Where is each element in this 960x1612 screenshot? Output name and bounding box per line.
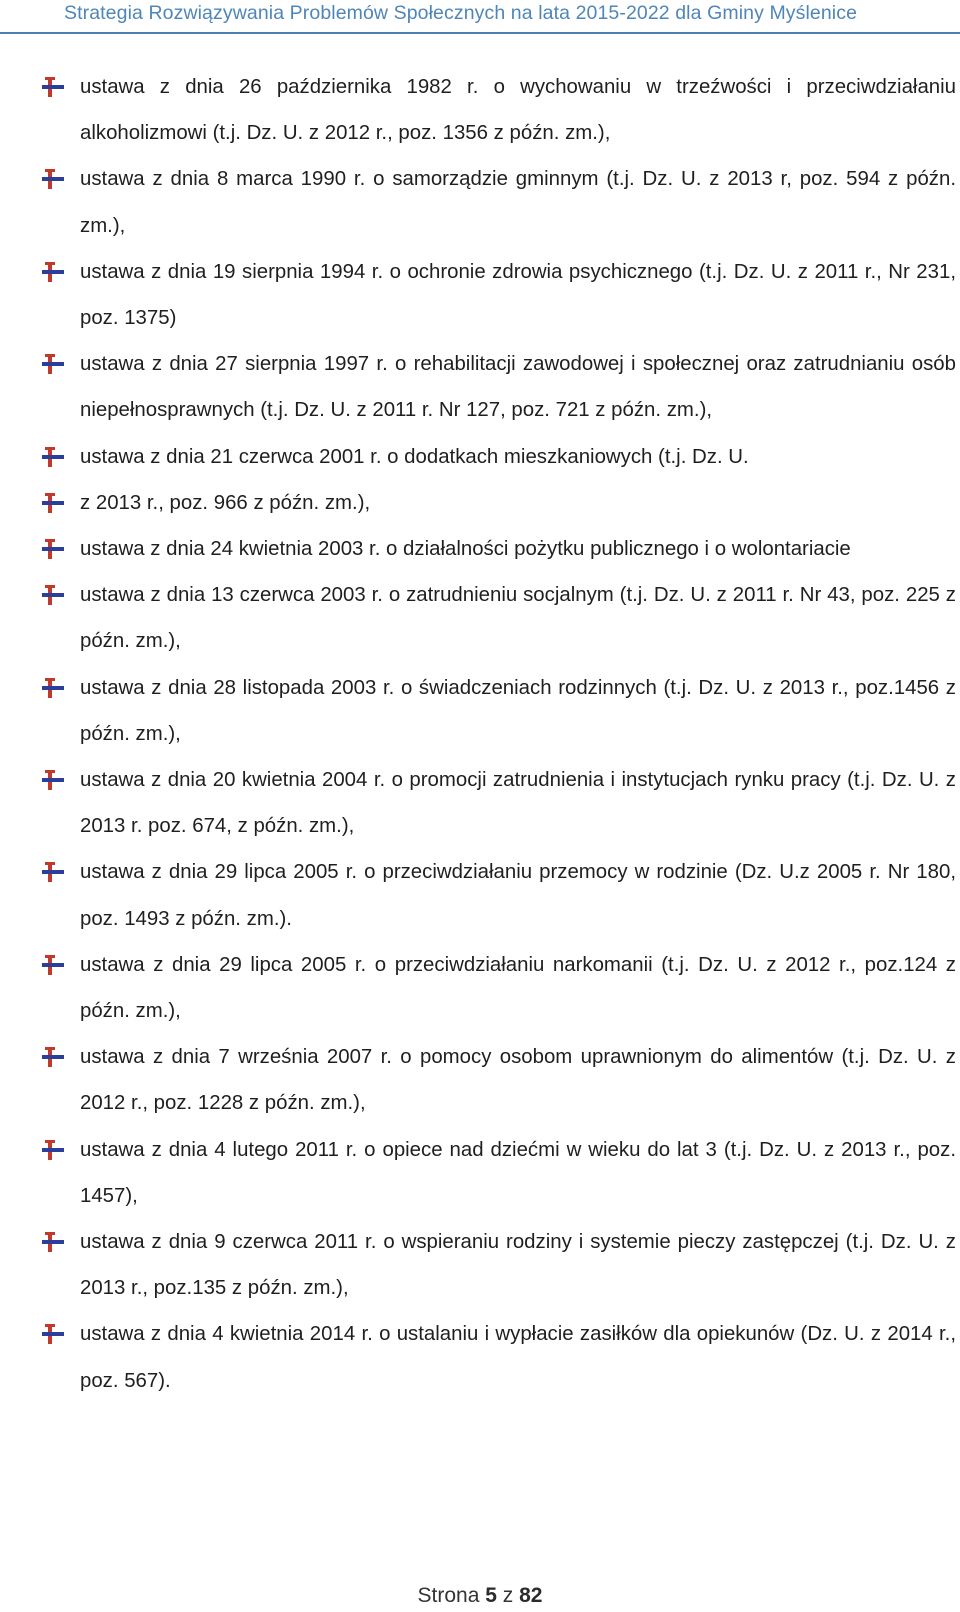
- cross-bullet-icon: [42, 262, 64, 282]
- cross-bullet-icon: [42, 1140, 64, 1160]
- list-item-text: ustawa z dnia 9 czerwca 2011 r. o wspieraniu rodziny i systemie pieczy zastępczej (t.j. Dz. U. z 2013 r., poz.135 z późn. zm.),: [80, 1231, 956, 1300]
- list-item-text: ustawa z dnia 28 listopada 2003 r. o świadczeniach rodzinnych (t.j. Dz. U. z 2013 r., poz.1456 z późn. zm.),: [80, 676, 956, 745]
- list-item: [40, 249, 956, 341]
- list-item: [40, 1219, 956, 1311]
- cross-bullet-icon: [42, 1232, 64, 1252]
- cross-bullet-icon: [42, 1324, 64, 1344]
- list-item-text: ustawa z dnia 21 czerwca 2001 r. o dodatkach mieszkaniowych (t.j. Dz. U.: [80, 445, 749, 468]
- cross-bullet-icon: [42, 493, 64, 513]
- cross-bullet-icon: [42, 169, 64, 189]
- list-item: [40, 526, 956, 572]
- cross-bullet-icon: [42, 862, 64, 882]
- list-item: [40, 1311, 956, 1403]
- cross-bullet-icon: [42, 1047, 64, 1067]
- cross-bullet-icon: [42, 585, 64, 605]
- cross-bullet-icon: [42, 955, 64, 975]
- cross-bullet-icon: [42, 447, 64, 467]
- list-item: [40, 341, 956, 433]
- list-item-text: ustawa z dnia 8 marca 1990 r. o samorządzie gminnym (t.j. Dz. U. z 2013 r, poz. 594 z późn. zm.),: [80, 168, 956, 237]
- list-item-text: ustawa z dnia 29 lipca 2005 r. o przeciwdziałaniu przemocy w rodzinie (Dz. U.z 2005 r. Nr 180, poz. 1493 z późn. zm.).: [80, 861, 956, 930]
- footer-label: Strona: [417, 1584, 480, 1607]
- footer-total-pages: 82: [519, 1584, 543, 1607]
- cross-bullet-icon: [42, 539, 64, 559]
- list-item-text: ustawa z dnia 20 kwietnia 2004 r. o promocji zatrudnienia i instytucjach rynku pracy (t.j. Dz. U. z 2013 r. poz. 674, z późn. zm.),: [80, 769, 956, 838]
- page-footer: [0, 1584, 960, 1608]
- list-item-text: ustawa z dnia 7 września 2007 r. o pomocy osobom uprawnionym do alimentów (t.j. Dz. U. z 2012 r., poz. 1228 z późn. zm.),: [80, 1046, 956, 1115]
- list-item: [40, 942, 956, 1034]
- list-item-text: ustawa z dnia 4 kwietnia 2014 r. o ustalaniu i wypłacie zasiłków dla opiekunów (Dz. U. z 2014 r., poz. 567).: [80, 1323, 956, 1392]
- list-item-text: ustawa z dnia 19 sierpnia 1994 r. o ochronie zdrowia psychicznego (t.j. Dz. U. z 2011 r., Nr 231, poz. 1375): [80, 260, 956, 330]
- header-title: Strategia Rozwiązywania Problemów Społecznych na lata 2015-2022 dla Gminy Myślenice: [64, 2, 858, 24]
- list-item: [40, 849, 956, 941]
- list-item-text: ustawa z dnia 4 lutego 2011 r. o opiece nad dziećmi w wieku do lat 3 (t.j. Dz. U. z 2013 r., poz. 1457),: [80, 1138, 956, 1207]
- cross-bullet-icon: [42, 678, 64, 698]
- list-item: [40, 480, 956, 526]
- page-header: [0, 0, 960, 34]
- list-item: [40, 665, 956, 757]
- list-item: [40, 1034, 956, 1126]
- list-item: [40, 1127, 956, 1219]
- list-item: [40, 757, 956, 849]
- list-item-text: ustawa z dnia 27 sierpnia 1997 r. o rehabilitacji zawodowej i społecznej oraz zatrudnianiu osób niepełnosprawnych (t.j. Dz. U. z 2011 r. Nr 127, poz. 721 z późn. zm.),: [80, 353, 956, 422]
- cross-bullet-icon: [42, 354, 64, 374]
- list-item-text: z 2013 r., poz. 966 z późn. zm.),: [80, 491, 371, 514]
- cross-bullet-icon: [42, 770, 64, 790]
- list-item-text: ustawa z dnia 29 lipca 2005 r. o przeciwdziałaniu narkomanii (t.j. Dz. U. z 2012 r., poz.124 z późn. zm.),: [80, 953, 956, 1023]
- footer-separator: z: [502, 1584, 514, 1607]
- list-item: [40, 572, 956, 664]
- list-item: [40, 64, 956, 156]
- list-item-text: ustawa z dnia 13 czerwca 2003 r. o zatrudnieniu socjalnym (t.j. Dz. U. z 2011 r. Nr 43, poz. 225 z późn. zm.),: [80, 584, 956, 653]
- list-item: [40, 434, 956, 480]
- list-item: [40, 156, 956, 248]
- list-item-text: ustawa z dnia 24 kwietnia 2003 r. o działalności pożytku publicznego i o wolontariacie: [80, 538, 851, 561]
- legislation-list: [40, 64, 956, 1404]
- footer-page-number: 5: [485, 1584, 497, 1607]
- list-item-text: ustawa z dnia 26 października 1982 r. o wychowaniu w trzeźwości i przeciwdziałaniu alkoholizmowi (t.j. Dz. U. z 2012 r., poz. 1356 z późn. zm.),: [80, 76, 956, 145]
- cross-bullet-icon: [42, 77, 64, 97]
